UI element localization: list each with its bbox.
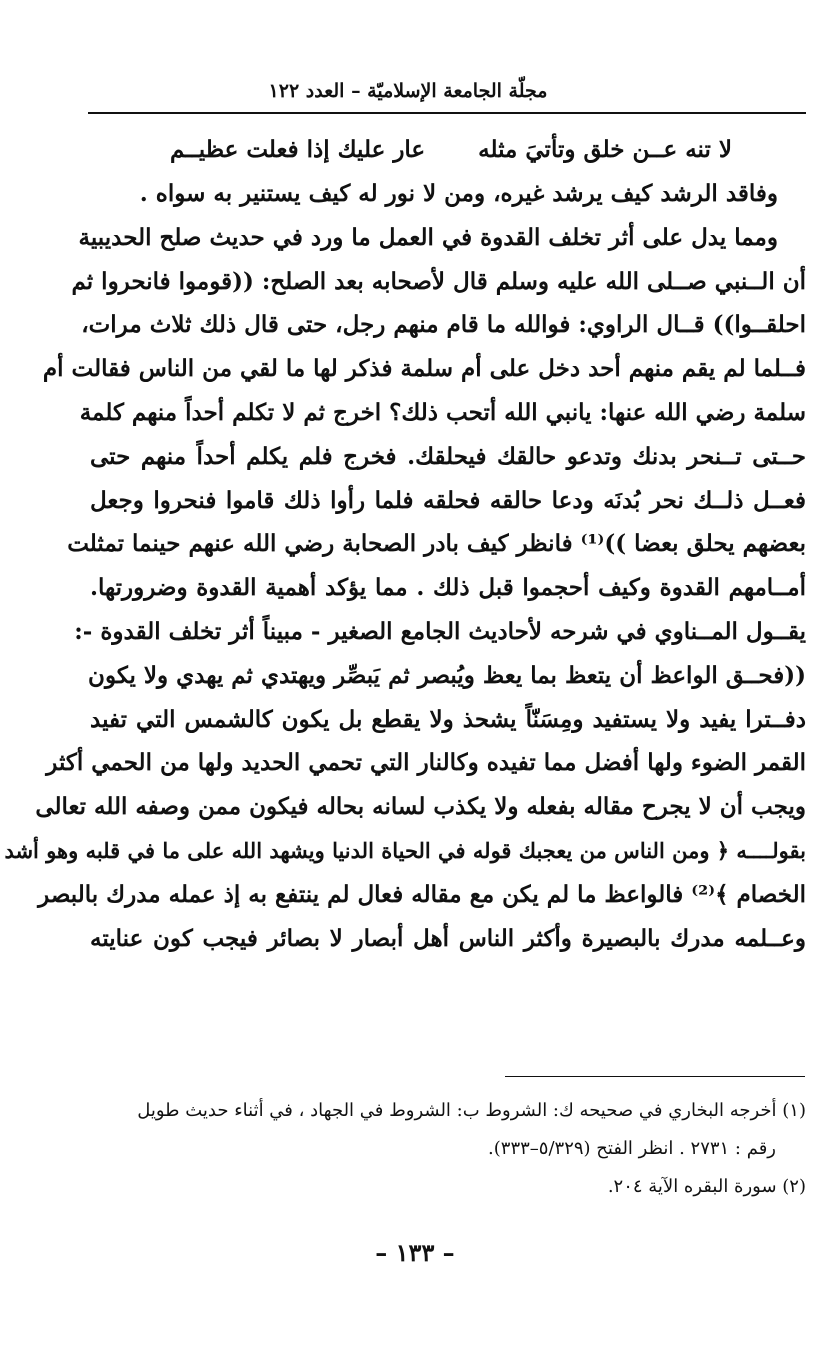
text-line: بعضهم يحلق بعضا ))⁽¹⁾ فانظر كيف بادر الصحابة رضي الله عنهم حينما تمثلت	[67, 530, 806, 558]
footnote-1: (١) أخرجه البخاري في صحيحه ك: الشروط ب: الشروط في الجهاد ، في أثناء حديث طويل	[137, 1100, 806, 1121]
text-line: وعــلمه مدرك بالبصيرة وأكثر الناس أهل أبصار لا بصائر فيجب كون عنايته	[90, 924, 806, 952]
text-line: وفاقد الرشد كيف يرشد غيره، ومن لا نور له كيف يستنير به سواه .	[139, 180, 778, 207]
footnote-divider	[505, 1076, 805, 1077]
text-line: ومما يدل على أثر تخلف القدوة في العمل ما ورد في حديث صلح الحديبية	[78, 223, 778, 251]
text-line: حــتى تــنحر بدنك وتدعو حالقك فيحلقك. فخرج فلم يكلم أحداً منهم حتى	[90, 442, 806, 470]
text-line: دفــترا يفيد ولا يستفيد ومِسَنّاً يشحذ ولا يقطع بل يكون كالشمس التي تفيد	[90, 705, 806, 733]
text-line: القمر الضوء ولها أفضل مما تفيده وكالنار التي تحمي الحديد ولها من الحمي أكثر	[46, 749, 806, 777]
text-line: فعــل ذلــك نحر بُدنَه ودعا حالقه فحلقه فلما رأوا ذلك قاموا فنحروا وجعل	[90, 486, 806, 514]
footnote-2: (٢) سورة البقره الآية ٢٠٤.	[607, 1176, 806, 1197]
page-number: – ١٣٣ –	[375, 1238, 455, 1267]
body-text	[4, 172, 806, 960]
poem-first-hemistich: لا تنه عــن خلق وتأتيَ مثله	[478, 136, 732, 163]
footnote-1-continuation: رقم : ٢٧٣١ . انظر الفتح (٥/٣٢٩–٣٣٣).	[488, 1138, 776, 1159]
text-line: أمــامهم القدوة وكيف أحجموا قبل ذلك . مما يؤكد أهمية القدوة وضرورتها.	[90, 574, 806, 602]
running-header: مجلّة الجامعة الإسلاميّة – العدد ١٢٢	[268, 80, 548, 102]
text-line: فــلما لم يقم منهم أحد دخل على أم سلمة فذكر لها ما لقي من الناس فقالت أم	[42, 355, 806, 383]
poem-second-hemistich: عار عليك إذا فعلت عظيــم	[170, 136, 426, 163]
text-line: ((فحــق الواعظ أن يتعظ بما يعظ ويُبصر ثم يَبصِّر ويهتدي ثم يهدي ولا يكون	[88, 661, 806, 689]
poem-verse	[170, 128, 732, 172]
header-divider	[88, 112, 806, 114]
text-line: يقــول المــناوي في شرحه لأحاديث الجامع الصغير - مبيناً أثر تخلف القدوة -:	[74, 617, 806, 645]
text-line: ويجب أن لا يجرح مقاله بفعله ولا يكذب لسانه بحاله فيكون ممن وصفه الله تعالى	[35, 793, 806, 821]
text-line: الخصام ﴾⁽²⁾ فالواعظ ما لم يكن مع مقاله فعال لم ينتفع به إذ عمله مدرك بالبصر	[38, 880, 806, 908]
text-line: أن الــنبي صــلى الله عليه وسلم قال لأصحابه بعد الصلح: ((قوموا فانحروا ثم	[71, 267, 806, 295]
quran-verse-line: بقولــــه ﴿ ومن الناس من يعجبك قوله في الحياة الدنيا ويشهد الله على ما في قلبه وهو أشد	[4, 837, 806, 863]
footnotes	[96, 1092, 806, 1206]
text-line: احلقــوا)) قــال الراوي: فوالله ما قام منهم رجل، حتى قال ذلك ثلاث مرات،	[81, 311, 806, 339]
text-line: سلمة رضي الله عنها: يانبي الله أتحب ذلك؟ اخرج ثم لا تكلم أحداً منهم كلمة	[79, 398, 806, 426]
